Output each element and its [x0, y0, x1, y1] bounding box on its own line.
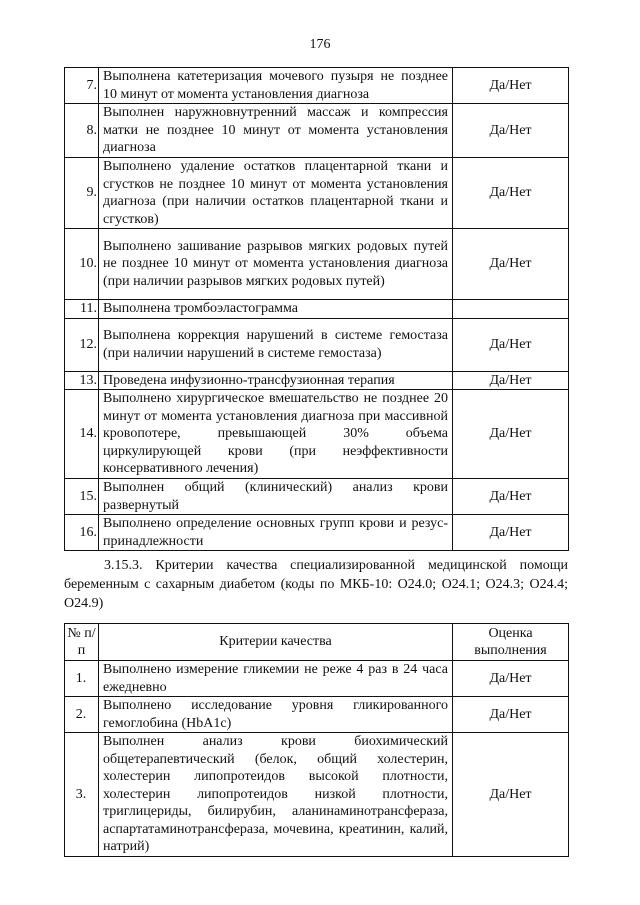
assessment-value: Да/Нет: [453, 390, 569, 479]
diabetes-quality-criteria-table: [64, 623, 569, 857]
assessment-value: Да/Нет: [453, 318, 569, 371]
table-row: [65, 371, 569, 390]
row-number: 15.: [65, 479, 99, 515]
assessment-value: [453, 300, 569, 319]
table-row: [65, 229, 569, 300]
table-row: [65, 697, 569, 733]
table-row: [65, 158, 569, 229]
assessment-value: Да/Нет: [453, 515, 569, 551]
assessment-value: Да/Нет: [453, 697, 569, 733]
assessment-value: Да/Нет: [453, 68, 569, 104]
criterion-text: Выполнено определение основных групп крови и резус-принадлежности: [99, 515, 453, 551]
assessment-value: Да/Нет: [453, 104, 569, 158]
header-assessment: Оценка выполнения: [453, 624, 569, 661]
row-number: 9.: [65, 158, 99, 229]
assessment-value: Да/Нет: [453, 733, 569, 857]
row-number: 7.: [65, 68, 99, 104]
criterion-text: Проведена инфузионно-трансфузионная терапия: [99, 371, 453, 390]
row-number: 12.: [65, 318, 99, 371]
row-number: 11.: [65, 300, 99, 319]
criterion-text: Выполнено исследование уровня гликированного гемоглобина (HbA1c): [99, 697, 453, 733]
criterion-text: Выполнено удаление остатков плацентарной ткани и сгустков не позднее 10 минут от момента установления диагноза (при наличии остатков плацентарной ткани и сгустков): [99, 158, 453, 229]
criterion-text: Выполнена коррекция нарушений в системе гемостаза (при наличии нарушений в системе гемостаза): [99, 318, 453, 371]
criterion-text: Выполнен общий (клинический) анализ крови развернутый: [99, 479, 453, 515]
table-row: [65, 479, 569, 515]
row-number: 1.: [65, 661, 99, 697]
row-number: 10.: [65, 229, 99, 300]
row-number: 3.: [65, 733, 99, 857]
criterion-text: Выполнен наружновнутренний массаж и компрессия матки не позднее 10 минут от момента установления диагноза: [99, 104, 453, 158]
assessment-value: Да/Нет: [453, 661, 569, 697]
assessment-value: Да/Нет: [453, 479, 569, 515]
criterion-text: Выполнено хирургическое вмешательство не позднее 20 минут от момента установления диагноза при массивной кровопотере, превышающей 30% объема циркулирующей крови (при неэффективности консервативного лечения): [99, 390, 453, 479]
section-heading: 3.15.3. Критерии качества специализированной медицинской помощи беременным с сахарным диабетом (коды по МКБ-10: O24.0; O24.1; O24.3; O24.4; O24.9): [64, 558, 568, 611]
table-row: [65, 68, 569, 104]
criterion-text: Выполнена катетеризация мочевого пузыря не позднее 10 минут от момента установления диагноза: [99, 68, 453, 104]
criterion-text: Выполнен анализ крови биохимический общетерапевтический (белок, общий холестерин, холестерин липопротеидов высокой плотности, холестерин липопротеидов низкой плотности, триглицериды, билирубин, аланинаминотрансфераза, аспартатаминотрансфераза, мочевина, креатинин, калий, натрий): [99, 733, 453, 857]
row-number: 8.: [65, 104, 99, 158]
row-number: 13.: [65, 371, 99, 390]
quality-criteria-table-continued: [64, 67, 569, 551]
criterion-text: Выполнено зашивание разрывов мягких родовых путей не позднее 10 минут от момента установления диагноза (при наличии разрывов мягких родовых путей): [99, 229, 453, 300]
assessment-value: Да/Нет: [453, 158, 569, 229]
table-row: [65, 733, 569, 857]
header-number: № п/п: [65, 624, 99, 661]
assessment-value: Да/Нет: [453, 229, 569, 300]
row-number: 2.: [65, 697, 99, 733]
table-row: [65, 104, 569, 158]
table-row: [65, 318, 569, 371]
criterion-text: Выполнено измерение гликемии не реже 4 раз в 24 часа ежедневно: [99, 661, 453, 697]
table-row: [65, 515, 569, 551]
page-number: 176: [309, 37, 331, 52]
table-header-row: [65, 624, 569, 661]
criterion-text: Выполнена тромбоэластограмма: [99, 300, 453, 319]
row-number: 16.: [65, 515, 99, 551]
assessment-value: Да/Нет: [453, 371, 569, 390]
header-criterion: Критерии качества: [99, 624, 453, 661]
table-row: [65, 661, 569, 697]
table-row: [65, 300, 569, 319]
row-number: 14.: [65, 390, 99, 479]
table-row: [65, 390, 569, 479]
